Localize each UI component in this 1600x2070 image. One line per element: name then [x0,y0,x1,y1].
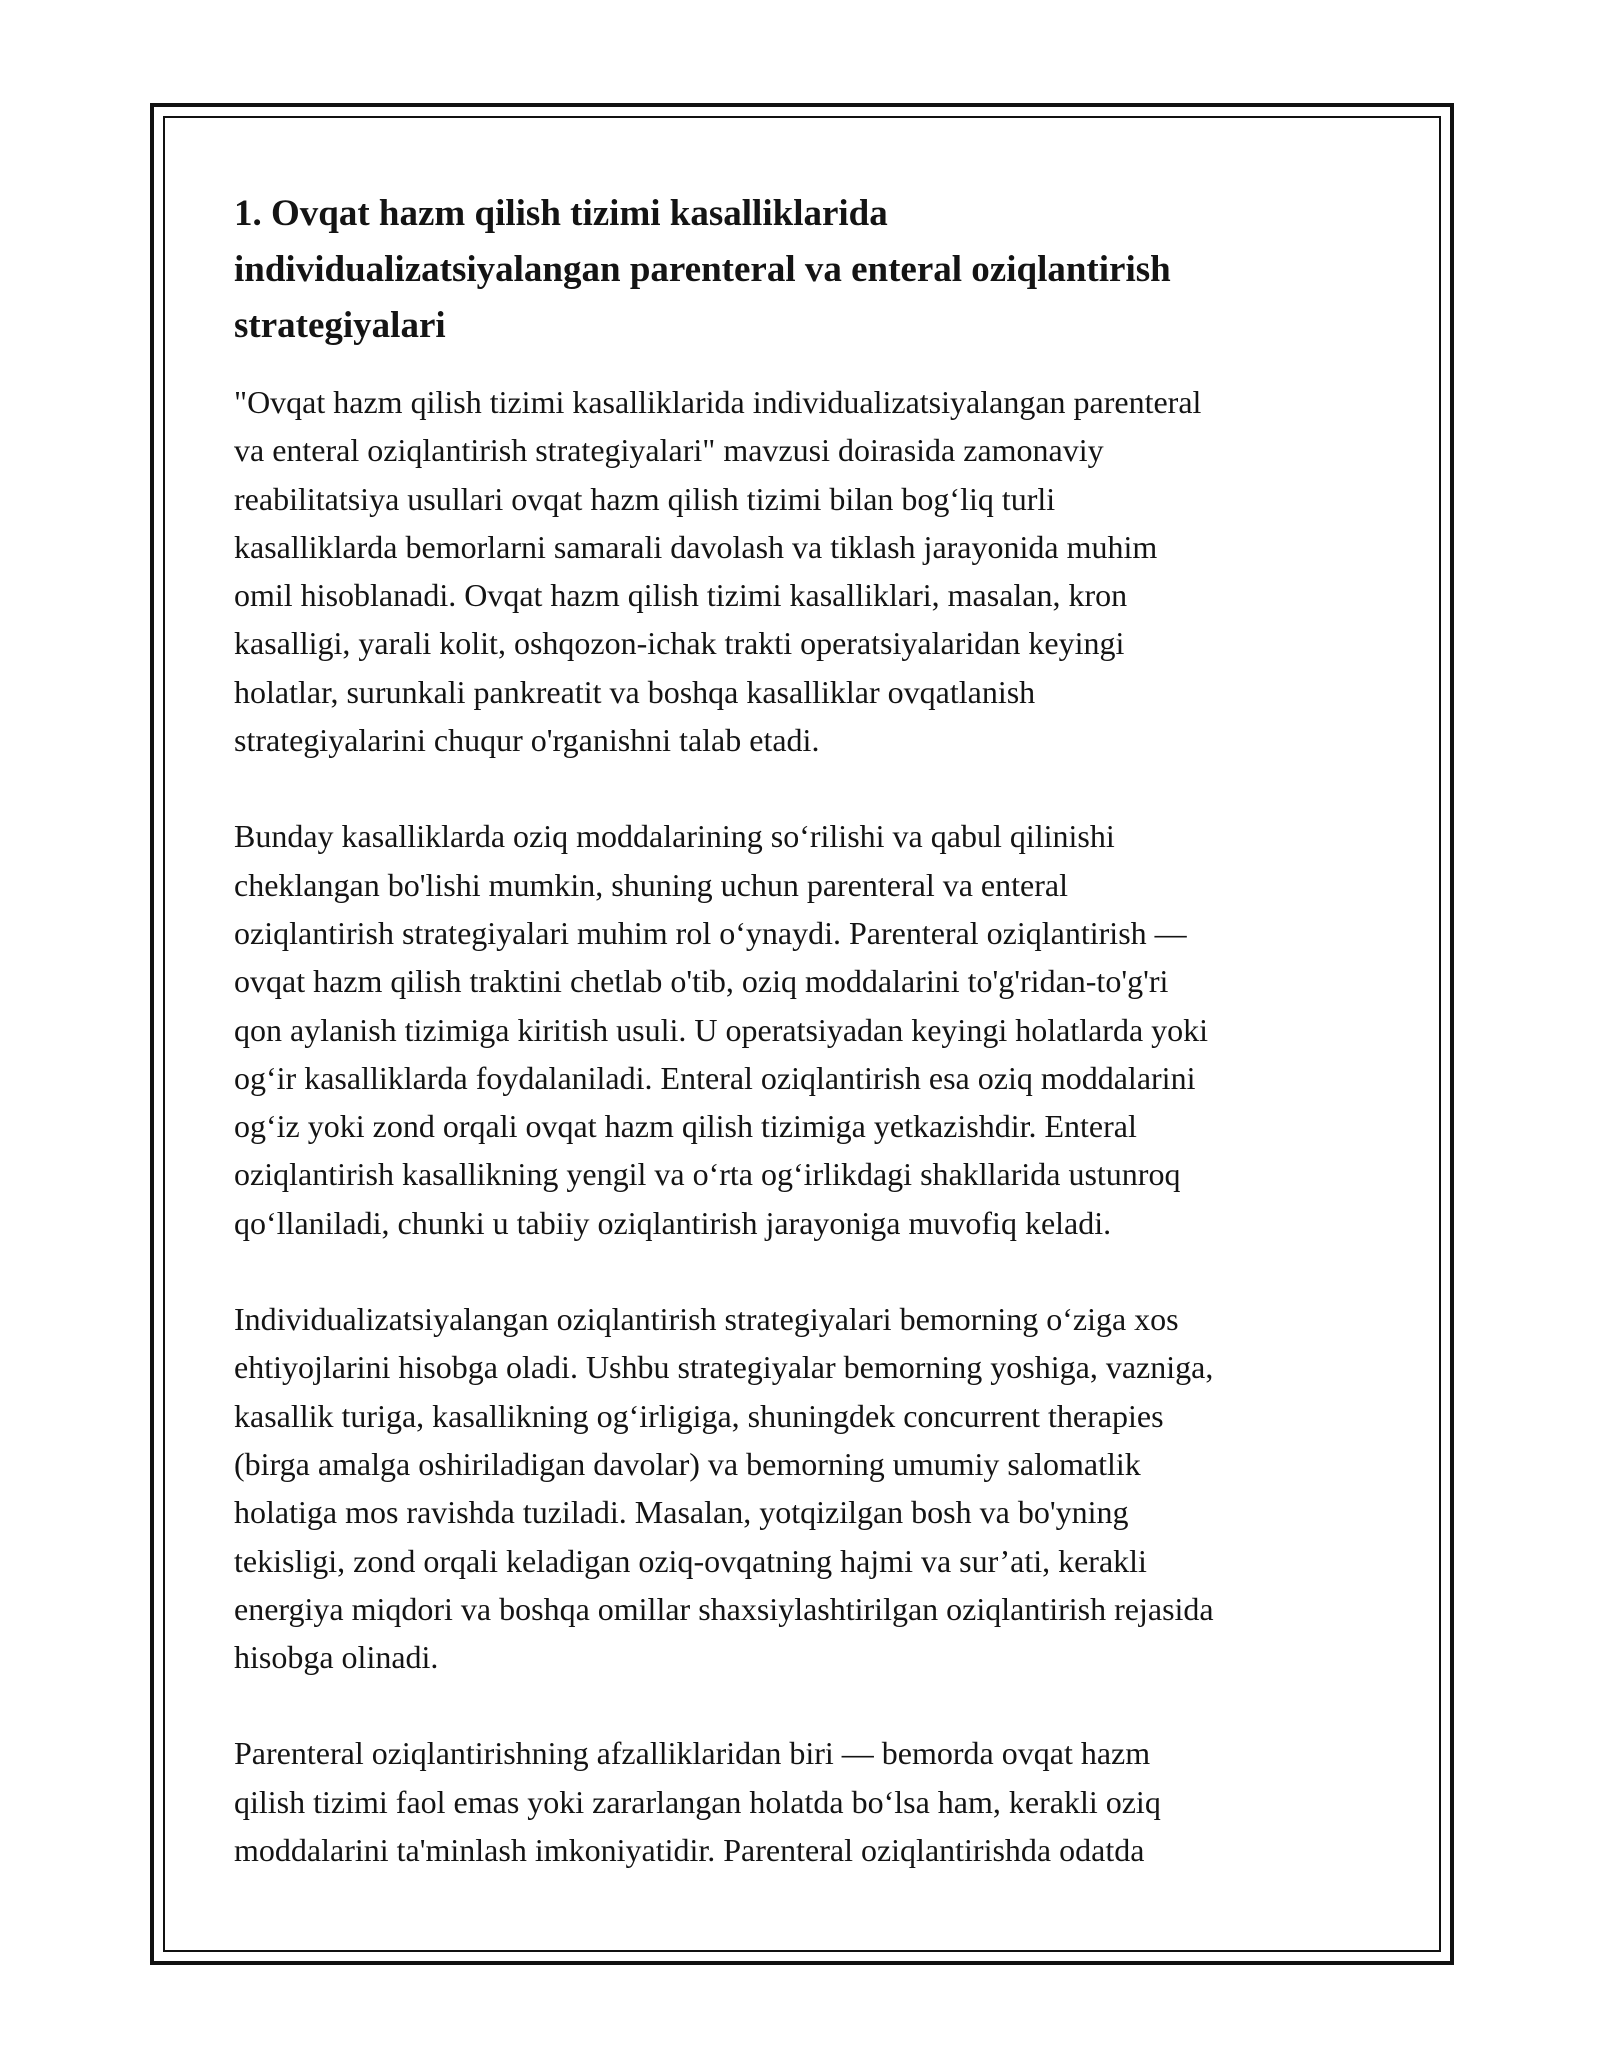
title-line: strategiyalari [234,305,446,346]
paragraph-line: Bunday kasalliklarda oziq moddalarining so‘rilishi va qabul qilinishi [234,818,1115,855]
title-line: 1. Ovqat hazm qilish tizimi kasalliklarida [234,193,888,234]
paragraph-line: (birga amalga oshiriladigan davolar) va bemorning umumiy salomatlik [234,1445,1141,1482]
paragraph-3 [234,1295,1374,1681]
paragraph-line: qon aylanish tizimiga kiritish usuli. U operatsiyadan keyingi holatlarda yoki [234,1011,1209,1048]
paragraph-line: omil hisoblanadi. Ovqat hazm qilish tizimi kasalliklari, masalan, kron [234,577,1128,614]
paragraph-line: ovqat hazm qilish traktini chetlab o'tib, oziq moddalarini to'g'ridan-to'g'ri [234,963,1169,1000]
paragraph-4 [234,1729,1374,1874]
paragraph-line: ehtiyojlarini hisobga oladi. Ushbu strategiyalar bemorning yoshiga, vazniga, [234,1349,1214,1386]
paragraph-line: Parenteral oziqlantirishning afzalliklaridan biri — bemorda ovqat hazm [234,1735,1151,1772]
paragraph-line: reabilitatsiya usullari ovqat hazm qilish tizimi bilan bog‘liq turli [234,480,1056,517]
paragraph-line: Individualizatsiyalangan oziqlantirish strategiyalari bemorning o‘ziga xos [234,1301,1179,1338]
paragraph-line: kasallik turiga, kasallikning og‘irligiga, shuningdek concurrent therapies [234,1397,1164,1434]
section-title [234,186,1374,354]
document-body [234,186,1374,1922]
paragraph-2 [234,812,1374,1247]
title-line: individualizatsiyalangan parenteral va enteral oziqlantirish [234,249,1171,290]
paragraph-line: og‘ir kasalliklarda foydalaniladi. Enteral oziqlantirish esa oziq moddalarini [234,1059,1196,1096]
paragraph-line: "Ovqat hazm qilish tizimi kasalliklarida individualizatsiyalangan parenteral [234,384,1202,420]
paragraph-line: hisobga olinadi. [234,1639,439,1676]
paragraph-line: cheklangan bo'lishi mumkin, shuning uchun parenteral va enteral [234,866,1068,903]
paragraph-line: qilish tizimi faol emas yoki zararlangan holatda bo‘lsa ham, kerakli oziq [234,1783,1161,1820]
paragraph-line: oziqlantirish kasallikning yengil va o‘rta og‘irlikdagi shakllarida ustunroq [234,1156,1181,1193]
paragraph-line: og‘iz yoki zond orqali ovqat hazm qilish tizimiga yetkazishdir. Enteral [234,1108,1137,1145]
paragraph-line: kasalligi, yarali kolit, oshqozon-ichak trakti operatsiyalaridan keyingi [234,625,1125,662]
paragraph-line: moddalarini ta'minlash imkoniyatidir. Parenteral oziqlantirishda odatda [234,1832,1145,1869]
paragraph-line: kasalliklarda bemorlarni samarali davolash va tiklash jarayonida muhim [234,528,1158,565]
paragraph-line: va enteral oziqlantirish strategiyalari" mavzusi doirasida zamonaviy [234,432,1104,469]
paragraph-line: oziqlantirish strategiyalari muhim rol o‘ynaydi. Parenteral oziqlantirish — [234,914,1187,951]
paragraph-line: holatlar, surunkali pankreatit va boshqa kasalliklar ovqatlanish [234,673,1036,710]
paragraph-line: strategiyalarini chuqur o'rganishni talab etadi. [234,722,820,759]
paragraph-line: energiya miqdori va boshqa omillar shaxsiylashtirilgan oziqlantirish rejasida [234,1590,1214,1627]
paragraph-line: qo‘llaniladi, chunki u tabiiy oziqlantirish jarayoniga muvofiq keladi. [234,1204,1112,1241]
paragraph-line: holatiga mos ravishda tuziladi. Masalan, yotqizilgan bosh va bo'yning [234,1494,1129,1531]
paragraph-1 [234,378,1374,764]
paragraph-line: tekisligi, zond orqali keladigan oziq-ovqatning hajmi va sur’ati, kerakli [234,1542,1147,1579]
